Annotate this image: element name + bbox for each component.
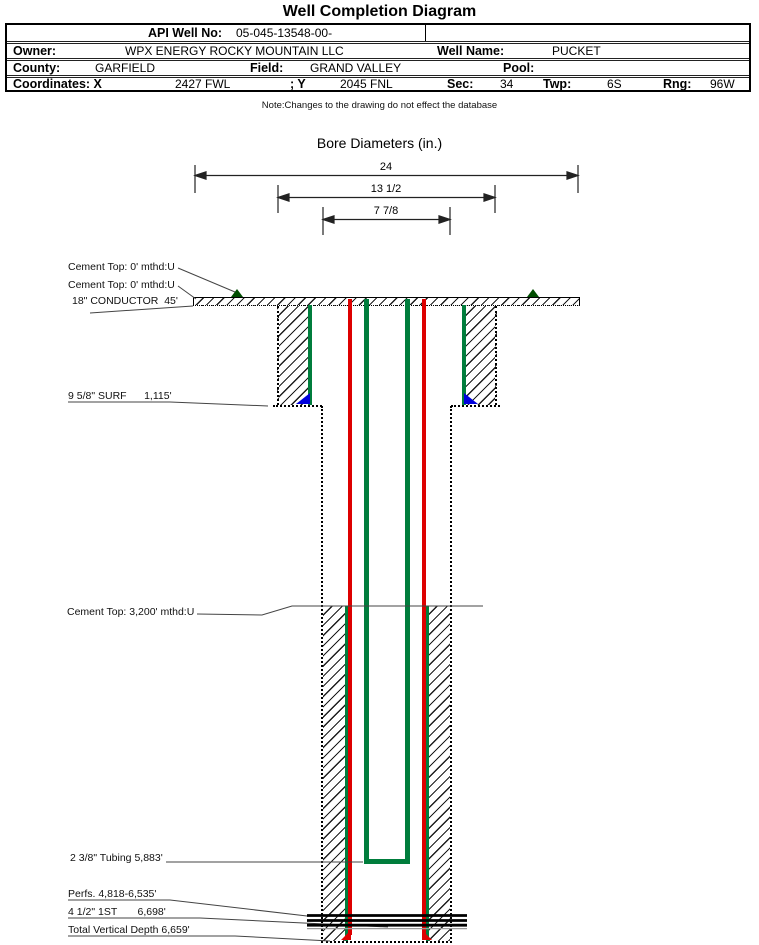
bore-diameters-title: Bore Diameters (in.) <box>316 135 443 151</box>
rng-value: 96W <box>710 77 735 91</box>
production-casing-line-right <box>422 299 426 935</box>
tubing-bottom <box>364 859 410 864</box>
label-total-vertical-depth: Total Vertical Depth 6,659' <box>68 924 190 936</box>
twp-label: Twp: <box>543 77 572 91</box>
dim-label-13-1-2: 13 1/2 <box>370 183 402 195</box>
coordinate-x-value: 2427 FWL <box>175 77 231 91</box>
cement-top-marker-left-icon <box>231 289 243 297</box>
owner-label: Owner: <box>13 44 57 58</box>
sec-label: Sec: <box>447 77 474 91</box>
api-label: API Well No: <box>148 26 223 40</box>
label-tubing: 2 3/8" Tubing 5,883' <box>70 852 163 864</box>
surface-cement-column-right <box>466 306 497 405</box>
borehole-step-ledge-right <box>451 405 500 407</box>
cement-top-marker-right-icon <box>527 289 539 297</box>
cement-boundary-right <box>426 606 429 941</box>
leader-conductor <box>90 306 193 313</box>
coordinate-y-value: 2045 FNL <box>340 77 393 91</box>
database-note: Note:Changes to the drawing do not effect the database <box>261 100 498 111</box>
table-row-owner <box>7 44 749 58</box>
conductor-flange-bar <box>193 297 580 306</box>
production-cement-left <box>323 606 345 941</box>
production-casing-line-left <box>348 299 352 935</box>
production-cement-right <box>428 606 450 941</box>
table-row-api <box>7 25 749 41</box>
header-table <box>5 23 751 92</box>
label-first-casing: 4 1/2" 1ST 6,698' <box>68 906 166 918</box>
page-title: Well Completion Diagram <box>282 3 477 20</box>
tubing-line-right <box>405 299 410 859</box>
pool-label: Pool: <box>503 61 535 75</box>
county-value: GARFIELD <box>95 61 156 75</box>
borehole-step-ledge-left <box>273 405 322 407</box>
label-cement-top-0-b: Cement Top: 0' mthd:U <box>68 279 175 291</box>
tubing-line-left <box>364 299 369 859</box>
leader-surf <box>68 402 268 406</box>
surface-casing-line-left <box>308 305 312 405</box>
sec-value: 34 <box>500 77 514 91</box>
borehole-wall-left <box>321 406 323 943</box>
label-cement-top-0-a: Cement Top: 0' mthd:U <box>68 261 175 273</box>
surface-casing-line-right <box>462 305 466 405</box>
label-surf-casing: 9 5/8" SURF 1,115' <box>68 390 172 402</box>
twp-value: 6S <box>607 77 622 91</box>
owner-value: WPX ENERGY ROCKY MOUNTAIN LLC <box>125 44 344 58</box>
label-cement-top-3200: Cement Top: 3,200' mthd:U <box>67 606 195 618</box>
field-value: GRAND VALLEY <box>310 61 402 75</box>
borehole-wall-right <box>450 406 452 943</box>
borehole-bottom-edge <box>321 941 452 943</box>
api-value: 05-045-13548-00- <box>236 26 333 40</box>
surface-cement-column-left <box>277 306 308 405</box>
table-row-county <box>7 61 749 75</box>
leader-tvd <box>68 936 330 941</box>
field-label: Field: <box>250 61 284 75</box>
well-name-value: PUCKET <box>552 44 601 58</box>
label-conductor: 18" CONDUCTOR 45' <box>72 295 178 307</box>
coordinates-label: Coordinates: X <box>13 77 102 91</box>
api-cell <box>7 25 426 41</box>
dim-label-7-7-8: 7 7/8 <box>373 205 399 217</box>
well-name-label: Well Name: <box>437 44 505 58</box>
table-row-coordinates <box>7 78 749 90</box>
label-perfs: Perfs. 4,818-6,535' <box>68 888 157 900</box>
county-label: County: <box>13 61 61 75</box>
rng-label: Rng: <box>663 77 692 91</box>
dim-label-24: 24 <box>379 161 393 173</box>
leader-cement-top-0-a <box>178 268 235 292</box>
coordinate-y-label: ; Y <box>290 77 306 91</box>
